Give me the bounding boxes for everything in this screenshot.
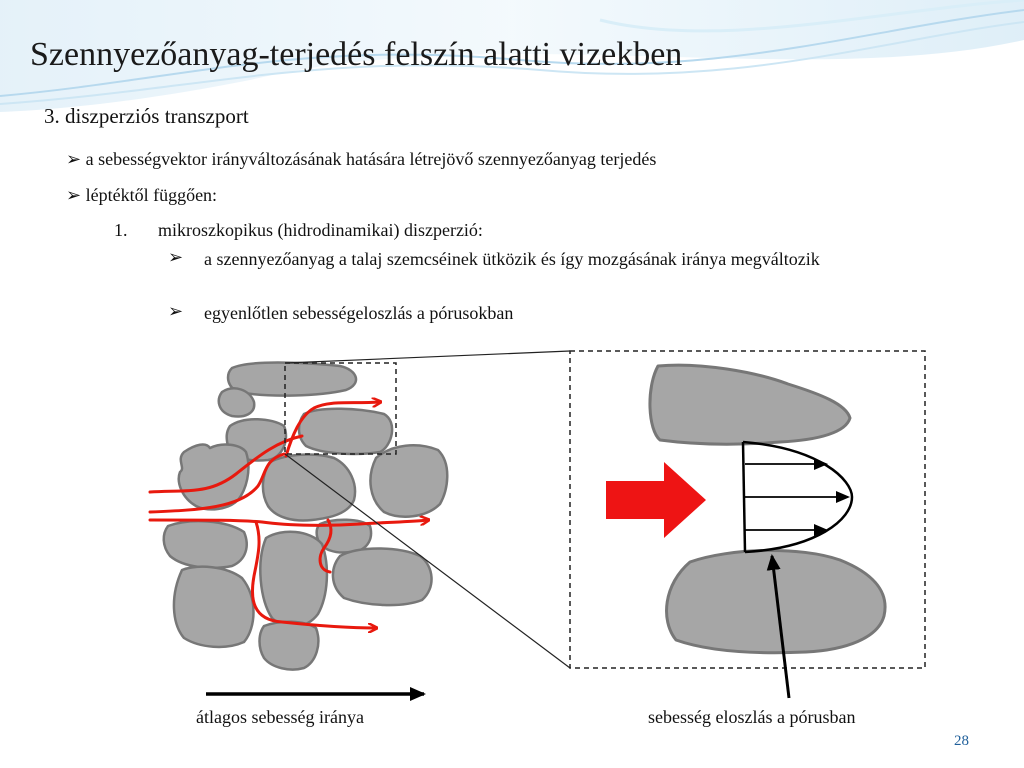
soil-grain xyxy=(333,549,432,606)
sub-bullet-text: a szennyezőanyag a talaj szemcséinek ütközik és így mozgásának iránya megváltozik xyxy=(204,249,820,269)
sub-bullet-text: egyenlőtlen sebességeloszlás a pórusokban xyxy=(204,303,514,323)
soil-grain xyxy=(650,365,850,444)
zoom-connector-line xyxy=(285,351,570,363)
soil-grain xyxy=(164,521,247,568)
soil-grain xyxy=(219,388,254,416)
bullet-text: léptéktől függően: xyxy=(85,185,218,205)
velocity-profile xyxy=(743,442,852,552)
caption-velocity-distribution: sebesség eloszlás a pórusban xyxy=(648,707,856,727)
flow-direction-arrow-icon xyxy=(606,462,706,538)
caption-average-velocity: átlagos sebesség iránya xyxy=(196,707,364,727)
soil-grain xyxy=(260,532,327,627)
section-heading: 3. diszperziós transzport xyxy=(44,104,249,128)
bullet-arrow-icon: ➢ xyxy=(168,301,184,321)
soil-grain xyxy=(667,550,886,652)
soil-grain xyxy=(299,409,392,454)
bullet-arrow-icon: ➢ xyxy=(168,247,184,267)
bullet-text: a sebességvektor irányváltozásának hatására létrejövő szennyezőanyag terjedés xyxy=(85,149,657,169)
soil-grain xyxy=(370,445,447,516)
soil-grain xyxy=(263,455,355,521)
slide-title: Szennyezőanyag-terjedés felszín alatti vizekben xyxy=(30,36,683,73)
soil-grain xyxy=(260,622,319,670)
bullet-arrow-icon: ➢ xyxy=(66,185,82,205)
soil-grain xyxy=(174,567,254,647)
bullet-arrow-icon: ➢ xyxy=(66,149,82,169)
soil-grain xyxy=(228,363,356,396)
page-number: 28 xyxy=(954,733,969,749)
item-number: 1. xyxy=(114,220,128,240)
numbered-text: mikroszkopikus (hidrodinamikai) diszperzió: xyxy=(158,220,483,240)
